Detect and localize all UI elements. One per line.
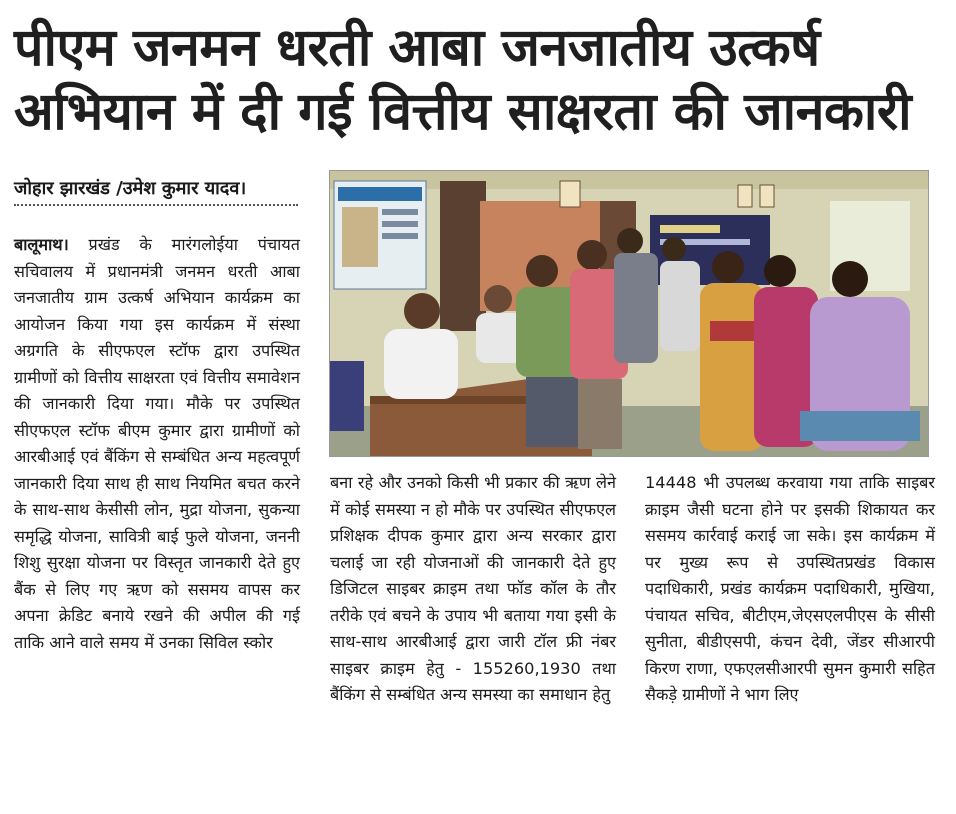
news-photo bbox=[329, 170, 929, 457]
dateline: बालूमाथ। bbox=[14, 235, 69, 254]
headline-line-2: अभियान में दी गई वित्तीय साक्षरता की जानकारी bbox=[14, 82, 912, 142]
article-column-1 bbox=[14, 232, 300, 656]
byline: जोहार झारखंड /उमेश कुमार यादव। bbox=[14, 178, 247, 199]
column-1-text: प्रखंड के मारंगलोईया पंचायत सचिवालय में प्रधानमंत्री जनमन धरती आबा जनजातीय ग्राम उत्कर्ष अभियान कार्यक्रम का आयोजन किया गया इस कार्यक्रम में संस्था अग्रगति के सीएफएल स्टॉफ द्वारा उपस्थित ग्रामीणों को वित्तीय साक्षरता एवं वित्तीय समावेशन की जानकारी दिया गया। मौके पर उपस्थित सीएफएल स्टॉफ बीएम कुमार द्वारा ग्रामीणों को आरबीआई एवं बैंकिंग से सम्बंधित अन्य महत्वपूर्ण जानकारी दिया साथ ही साथ नियमित बचत करने के साथ-साथ केसीसी लोन, मुद्रा योजना, सुकन्या समृद्धि योजना, सावित्री बाई फुले योजना, जननी शिशु सुरक्षा योजना पर विस्तृत जानकारी देते हुए बैंक से लिए गए ऋण को ससमय वापस कर अपना क्रेडिट बनाये रखने की अपील की गई ताकि आने वाले समय में उनका सिविल स्कोर bbox=[14, 235, 300, 652]
dotted-divider bbox=[14, 204, 298, 206]
headline-line-1: पीएम जनमन धरती आबा जनजातीय उत्कर्ष bbox=[14, 18, 820, 78]
headline bbox=[14, 16, 944, 144]
photo-illustration bbox=[330, 171, 928, 456]
article-column-2: बना रहे और उनको किसी भी प्रकार की ऋण लेने में कोई समस्या न हो मौके पर उपस्थित सीएफएल प्रशिक्षक दीपक कुमार द्वारा अन्य सरकार द्वारा चलाई जा रही योजनाओं की जानकारी देते हुए डिजिटल साइबर क्राइम तथा फॉड कॉल के तौर तरीके एवं बचने के उपाय भी बताया गया इसी के साथ-साथ आरबीआई द्वारा जारी टॉल फ्री नंबर साइबर क्राइम हेतु - 155260,1930 तथा बैंकिंग से सम्बंधित अन्य समस्या का समाधान हेतु bbox=[330, 473, 616, 704]
article-column-3: 14448 भी उपलब्ध करवाया गया ताकि साइबर क्राइम जैसी घटना होने पर इसकी शिकायत कर ससमय कार्रवाई कराई जा सके। इस कार्यक्रम में पर मुख्य रूप से उपस्थितप्रखंड विकास पदाधिकारी, प्रखंड कार्यक्रम पदाधिकारी, मुखिया, पंचायत सचिव, बीटीएम,जेएसएलपीएस के सीसी सुनीता, बीडीएसपी, कंचन देवी, जेंडर सीआरपी किरण राणा, एफएलसीआरपी सुमन कुमारी सहित सैकड़े ग्रामीणों ने भाग लिए bbox=[645, 473, 935, 704]
